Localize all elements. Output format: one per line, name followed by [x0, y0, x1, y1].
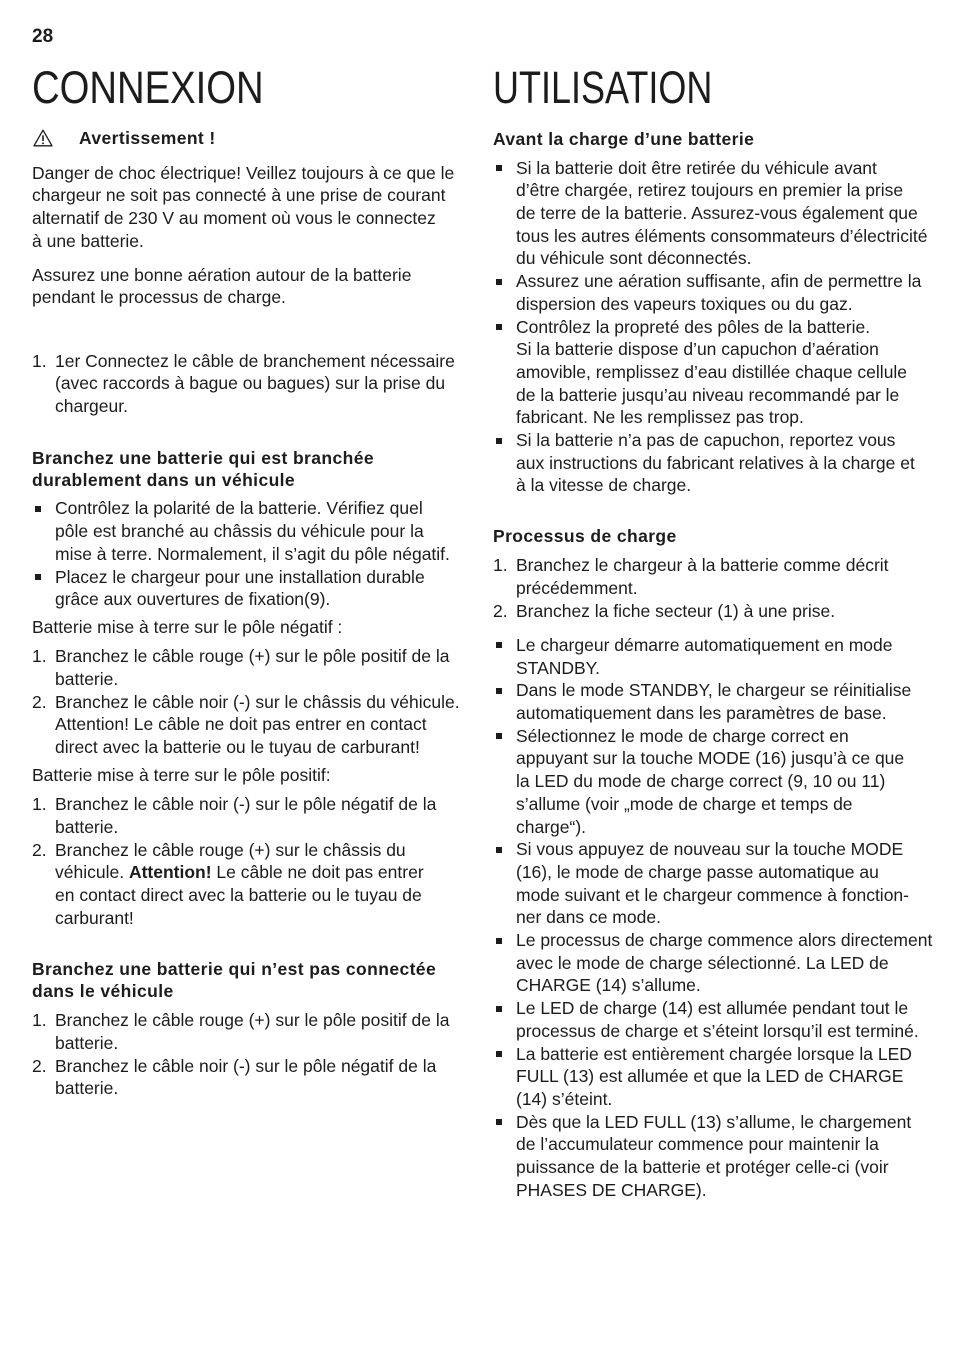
step-text: Branchez le câble rouge (+) sur le pôle positif de la batterie. [55, 1010, 450, 1054]
bullet-item [493, 634, 933, 679]
bullet-item [32, 497, 462, 565]
step-text [55, 839, 462, 930]
subsection-heading: Processus de charge [493, 526, 677, 547]
bullet-item [493, 838, 933, 929]
bullet-item [493, 1111, 933, 1202]
bullet-text: Si vous appuyez de nouveau sur la touche MODE (16), le mode de charge passe automatique au mode suivant et le chargeur commence à fonction- ner dans ce mode. [516, 839, 909, 928]
bullet-text: Le processus de charge commence alors directement avec le mode de charge sélectionné. La LED de CHARGE (14) s’allume. [516, 930, 933, 996]
bullet-item [493, 1043, 933, 1111]
bullet-item [493, 316, 933, 430]
step-text: Branchez le câble rouge (+) sur le pôle positif de la batterie. [55, 646, 450, 689]
step-item [32, 793, 462, 838]
ventilation-paragraph: Assurez une bonne aération autour de la batterie pendant le processus de charge. [32, 264, 412, 308]
bullet-item [493, 725, 933, 839]
subsection-heading: Avant la charge d’une batterie [493, 128, 755, 149]
step-item [493, 554, 933, 599]
bullet-text: Dans le mode STANDBY, le chargeur se réinitialise automatiquement dans les paramètres de base. [516, 680, 912, 723]
warning-label: Avertissement ! [79, 127, 216, 148]
warning-paragraph: Danger de choc électrique! Veillez toujours à ce que le chargeur ne soit pas connecté à une prise de courant alternatif de 230 V au moment où vous le connectez à une batterie. [32, 162, 455, 251]
bullet-text: Assurez une aération suffisante, afin de permettre la dispersion des vapeurs toxiques ou du gaz. [516, 271, 922, 314]
bullet-text: Le chargeur démarre automatiquement en mode STANDBY. [516, 634, 893, 678]
step-text: Branchez le câble noir (-) sur le pôle négatif de la batterie. [55, 794, 437, 837]
bullet-text: Sélectionnez le mode de charge correct en appuyant sur la touche MODE (16) jusqu’à ce que la LED du mode de charge correct (9, 10 ou 11) s’allume (voir „mode de charge et temps de charge“). [516, 725, 905, 837]
bullet-text: Si la batterie doit être retirée du véhicule avant d’être chargée, retirez toujours en premier la prise de terre de la batterie. Assurez-vous également que tous les autres éléments consommateurs d’électricité du véhicule sont déconnectés. [516, 157, 928, 269]
step-text-part: Branchez le câble rouge (+) sur le châssis du véhicule. [55, 839, 406, 883]
bullet-item [493, 679, 933, 724]
step-number: 2. [493, 600, 508, 621]
step-number: 1. [32, 1010, 47, 1031]
step-number: 1. [32, 794, 47, 815]
step-number: 1. [32, 350, 47, 371]
step-text: Branchez la fiche secteur (1) à une prise. [516, 600, 836, 621]
bullet-text: Le LED de charge (14) est allumée pendant tout le processus de charge et s’éteint lorsqu’il est terminé. [516, 998, 919, 1041]
bullet-text: Contrôlez la propreté des pôles de la batterie. Si la batterie dispose d’un capuchon d’aération amovible, remplissez d’eau distillée chaque cellule de la batterie jusqu’au niveau recommandé par le fabricant. Ne les remplissez pas trop. [516, 316, 908, 428]
left-column [32, 127, 462, 1100]
section-title-utilisation: UTILISATION [493, 62, 713, 113]
subsection-heading: Branchez une batterie qui n’est pas connectée dans le véhicule [32, 958, 437, 1002]
step-text-part: Le câble ne doit pas entrer en contact direct avec la batterie ou le tuyau de carburant! [55, 862, 424, 928]
warning-heading [32, 127, 462, 150]
subsection-heading: Branchez une batterie qui est branchée durablement dans un véhicule [32, 447, 374, 491]
section-title-connexion: CONNEXION [32, 62, 264, 113]
step-number: 1. [32, 646, 47, 667]
ground-negative-label: Batterie mise à terre sur le pôle négatif : [32, 617, 343, 638]
bullet-item [493, 270, 933, 315]
step-item [32, 1055, 462, 1100]
ground-positive-label: Batterie mise à terre sur le pôle positif: [32, 765, 331, 786]
step-item [32, 350, 462, 418]
bullet-text: Dès que la LED FULL (13) s’allume, le chargement de l’accumulateur commence pour maintenir la puissance de la batterie et protéger celle-ci (voir PHASES DE CHARGE). [516, 1111, 912, 1200]
step-number: 1. [493, 555, 508, 576]
attention-emphasis: Attention! [128, 862, 212, 883]
right-column [493, 128, 933, 1202]
step-text: Branchez le câble noir (-) sur le châssis du véhicule. Attention! Le câble ne doit pas entrer en contact direct avec la batterie ou le tuyau de carburant! [55, 691, 460, 758]
bullet-text: Contrôlez la polarité de la batterie. Vérifiez quel pôle est branché au châssis du véhicule pour la mise à terre. Normalement, il s’agit du pôle négatif. [55, 498, 450, 564]
page-number: 28 [32, 26, 54, 47]
warning-triangle-icon [33, 129, 53, 147]
step-text: 1er Connectez le câble de branchement nécessaire (avec raccords à bague ou bagues) sur la prise du chargeur. [55, 350, 455, 417]
step-item [32, 1009, 462, 1054]
step-item [32, 645, 462, 690]
step-number: 2. [32, 691, 47, 712]
step-item [493, 600, 933, 623]
bullet-text: La batterie est entièrement chargée lorsque la LED FULL (13) est allumée et que la LED de CHARGE (14) s’éteint. [516, 1043, 912, 1109]
bullet-item [493, 997, 933, 1042]
step-text: Branchez le câble noir (-) sur le pôle négatif de la batterie. [55, 1055, 437, 1099]
bullet-item [32, 566, 462, 611]
step-text: Branchez le chargeur à la batterie comme décrit précédemment. [516, 555, 889, 599]
bullet-text: Si la batterie n’a pas de capuchon, reportez vous aux instructions du fabricant relatives à la charge et à la vitesse de charge. [516, 430, 915, 496]
step-number: 2. [32, 1055, 47, 1076]
step-number: 2. [32, 839, 47, 860]
step-item [32, 839, 462, 930]
bullet-item [493, 429, 933, 497]
bullet-item [493, 157, 933, 271]
bullet-item [493, 929, 933, 997]
bullet-text: Placez le chargeur pour une installation durable grâce aux ouvertures de fixation(9). [55, 566, 425, 610]
step-item [32, 691, 462, 759]
